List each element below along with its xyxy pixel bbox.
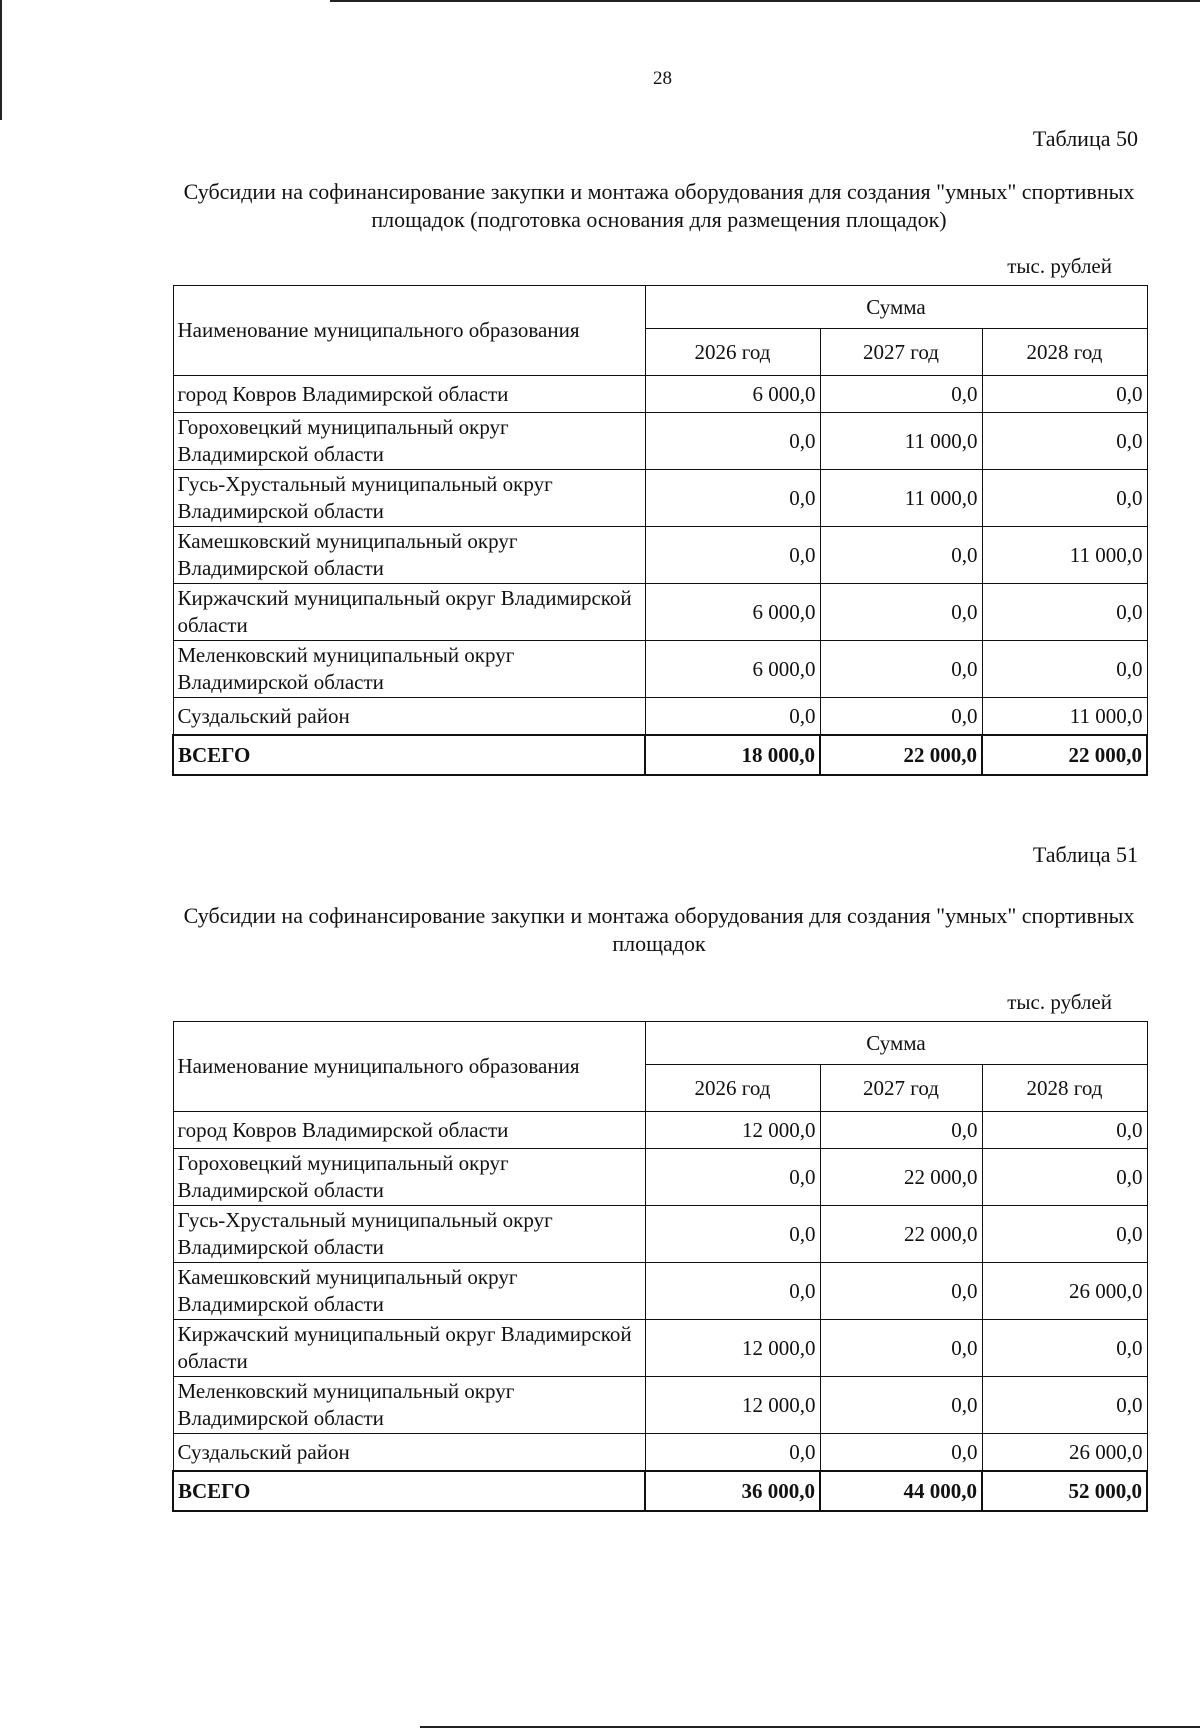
units-label: тыс. рублей <box>1007 254 1112 278</box>
row-value: 11 000,0 <box>820 470 982 527</box>
row-value: 6 000,0 <box>645 584 820 641</box>
row-value: 6 000,0 <box>645 641 820 698</box>
page-number: 28 <box>653 68 672 89</box>
table-title: Субсидии на софинансирование закупки и монтажа оборудования для создания "умных" спортивных площадок <box>183 903 1135 956</box>
table-row <box>173 1263 1147 1320</box>
header-year: 2028 год <box>982 329 1147 376</box>
row-value: 0,0 <box>645 1263 820 1320</box>
table-row <box>173 470 1147 527</box>
header-year: 2027 год <box>820 1065 982 1112</box>
row-value: 0,0 <box>820 641 982 698</box>
row-value: 0,0 <box>820 698 982 736</box>
row-value: 0,0 <box>820 1112 982 1149</box>
row-name: Суздальский район <box>173 698 645 736</box>
scan-edge-left <box>0 0 2 120</box>
row-value: 0,0 <box>982 376 1147 413</box>
row-value: 0,0 <box>982 1377 1147 1434</box>
table-row <box>173 376 1147 413</box>
header-name: Наименование муниципального образования <box>173 1022 645 1112</box>
row-value: 11 000,0 <box>820 413 982 470</box>
table-row <box>173 641 1147 698</box>
row-name: город Ковров Владимирской области <box>173 376 645 413</box>
row-value: 11 000,0 <box>982 698 1147 736</box>
row-value: 0,0 <box>820 1377 982 1434</box>
table-row <box>173 1206 1147 1263</box>
row-value: 0,0 <box>982 1112 1147 1149</box>
row-value: 0,0 <box>645 1149 820 1206</box>
header-year: 2027 год <box>820 329 982 376</box>
table-row <box>173 1320 1147 1377</box>
header-year: 2028 год <box>982 1065 1147 1112</box>
row-value: 0,0 <box>982 1206 1147 1263</box>
total-value: 22 000,0 <box>820 735 982 775</box>
table-row <box>173 1149 1147 1206</box>
table-row <box>173 1112 1147 1149</box>
row-name: Меленковский муниципальный округ Владимирской области <box>173 1377 645 1434</box>
row-value: 0,0 <box>645 527 820 584</box>
table-row <box>173 698 1147 736</box>
header-year: 2026 год <box>645 1065 820 1112</box>
scan-edge-top <box>330 0 1200 2</box>
row-name: город Ковров Владимирской области <box>173 1112 645 1149</box>
row-value: 0,0 <box>982 584 1147 641</box>
row-name: Меленковский муниципальный округ Владимирской области <box>173 641 645 698</box>
table-row <box>173 413 1147 470</box>
total-value: 36 000,0 <box>645 1471 820 1511</box>
table-row <box>173 1377 1147 1434</box>
total-value: 52 000,0 <box>982 1471 1147 1511</box>
row-value: 0,0 <box>982 413 1147 470</box>
total-label: ВСЕГО <box>173 1471 645 1511</box>
total-value: 44 000,0 <box>820 1471 982 1511</box>
table-label: Таблица 51 <box>1032 842 1138 867</box>
row-value: 0,0 <box>820 1434 982 1472</box>
header-year: 2026 год <box>645 329 820 376</box>
row-value: 0,0 <box>645 470 820 527</box>
row-value: 0,0 <box>645 698 820 736</box>
row-value: 0,0 <box>820 584 982 641</box>
row-value: 12 000,0 <box>645 1112 820 1149</box>
row-name: Гусь-Хрустальный муниципальный округ Владимирской области <box>173 470 645 527</box>
table-label: Таблица 50 <box>1032 126 1138 151</box>
table-title: Субсидии на софинансирование закупки и монтажа оборудования для создания "умных" спортивных площадок (подготовка основания для размещения площадок) <box>183 179 1135 232</box>
table-total-row <box>173 735 1147 775</box>
row-value: 0,0 <box>820 1263 982 1320</box>
row-name: Гороховецкий муниципальный округ Владимирской области <box>173 1149 645 1206</box>
row-name: Камешковский муниципальный округ Владимирской области <box>173 527 645 584</box>
row-name: Суздальский район <box>173 1434 645 1472</box>
row-value: 26 000,0 <box>982 1263 1147 1320</box>
row-value: 0,0 <box>820 376 982 413</box>
row-value: 0,0 <box>982 470 1147 527</box>
row-value: 0,0 <box>982 1149 1147 1206</box>
table-block-51 <box>172 842 1146 1512</box>
header-sum: Сумма <box>645 1022 1147 1065</box>
total-value: 18 000,0 <box>645 735 820 775</box>
row-value: 22 000,0 <box>820 1206 982 1263</box>
table-row <box>173 1434 1147 1472</box>
row-name: Гороховецкий муниципальный округ Владимирской области <box>173 413 645 470</box>
header-name: Наименование муниципального образования <box>173 286 645 376</box>
table-row <box>173 527 1147 584</box>
row-value: 0,0 <box>982 1320 1147 1377</box>
row-value: 0,0 <box>982 641 1147 698</box>
row-name: Гусь-Хрустальный муниципальный округ Владимирской области <box>173 1206 645 1263</box>
row-value: 12 000,0 <box>645 1320 820 1377</box>
row-value: 0,0 <box>820 527 982 584</box>
row-value: 0,0 <box>820 1320 982 1377</box>
row-value: 0,0 <box>645 413 820 470</box>
row-value: 26 000,0 <box>982 1434 1147 1472</box>
header-sum: Сумма <box>645 286 1147 329</box>
data-table <box>172 285 1148 776</box>
row-value: 22 000,0 <box>820 1149 982 1206</box>
total-value: 22 000,0 <box>982 735 1147 775</box>
row-name: Киржачский муниципальный округ Владимирской области <box>173 584 645 641</box>
table-row <box>173 584 1147 641</box>
row-name: Камешковский муниципальный округ Владимирской области <box>173 1263 645 1320</box>
data-table <box>172 1021 1148 1512</box>
row-value: 12 000,0 <box>645 1377 820 1434</box>
table-block-50 <box>172 126 1146 776</box>
total-label: ВСЕГО <box>173 735 645 775</box>
row-value: 11 000,0 <box>982 527 1147 584</box>
units-label: тыс. рублей <box>1007 990 1112 1014</box>
row-value: 0,0 <box>645 1206 820 1263</box>
row-name: Киржачский муниципальный округ Владимирской области <box>173 1320 645 1377</box>
row-value: 6 000,0 <box>645 376 820 413</box>
table-total-row <box>173 1471 1147 1511</box>
row-value: 0,0 <box>645 1434 820 1472</box>
